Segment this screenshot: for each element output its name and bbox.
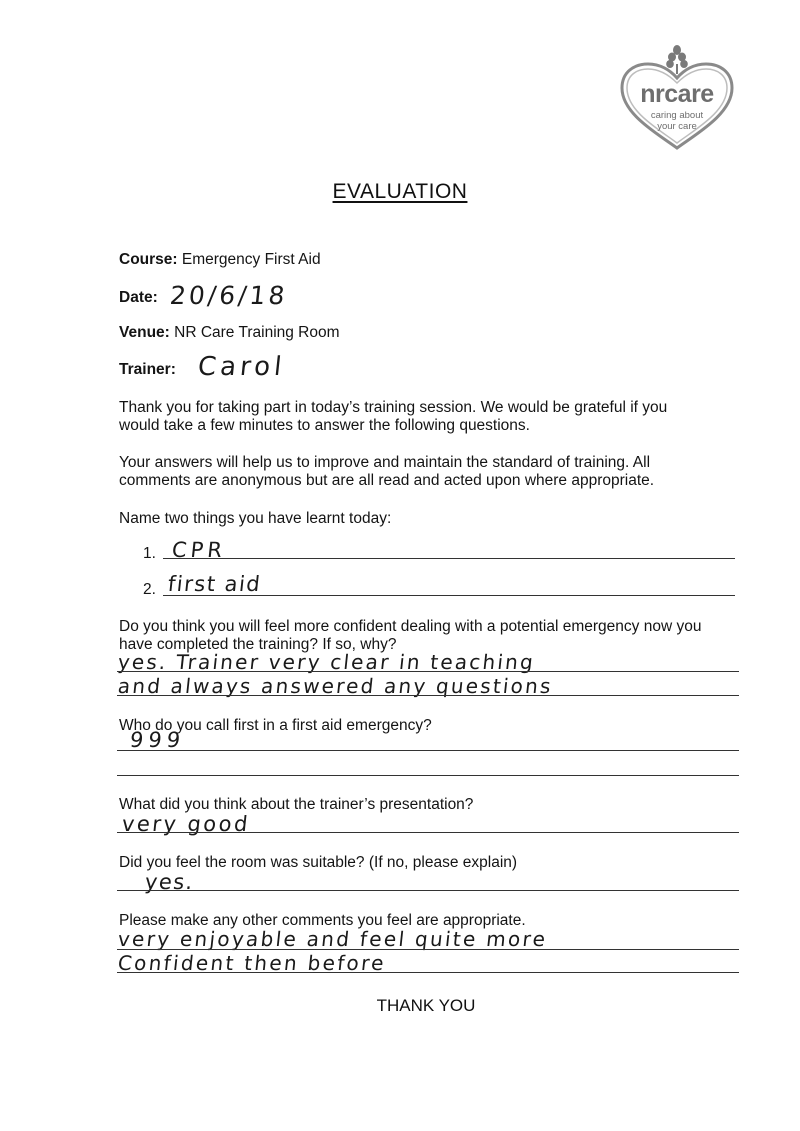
answer-line: [117, 832, 739, 833]
nrcare-logo: [618, 42, 736, 160]
intro-p1-line1: Thank you for taking part in today’s training session. We would be grateful if you: [119, 399, 668, 416]
intro-p2-line1: Your answers will help us to improve and maintain the standard of training. All: [119, 454, 651, 471]
question-4: What did you think about the trainer’s presentation?: [119, 796, 474, 813]
question-1: Name two things you have learnt today:: [119, 510, 392, 527]
q5-answer: yes.: [143, 870, 196, 894]
intro-p1-line2: would take a few minutes to answer the following questions.: [119, 417, 530, 434]
q4-answer: very good: [120, 812, 252, 836]
trainer-value-handwritten: Carol: [196, 352, 287, 382]
q6-answer-line1: very enjoyable and feel quite more: [116, 927, 549, 951]
answer-line: [163, 595, 735, 596]
course-value: Emergency First Aid: [181, 251, 321, 268]
logo-brand: nrcare: [640, 80, 714, 108]
intro-p2-line2: comments are anonymous but are all read and acted upon where appropriate.: [119, 472, 655, 489]
answer-line: [117, 972, 739, 973]
trainer-label: Trainer:: [119, 361, 176, 378]
q6-answer-line2: Confident then before: [116, 951, 388, 975]
answer-line: [117, 750, 739, 751]
date-label: Date:: [119, 289, 158, 306]
q2-answer-line2: and always answered any questions: [116, 674, 554, 698]
q3-answer: 999: [128, 728, 187, 752]
question-2-line2: have completed the training? If so, why?: [119, 636, 397, 653]
venue-value: NR Care Training Room: [174, 324, 340, 341]
closing-thank-you: THANK YOU: [376, 996, 476, 1015]
answer-line: [117, 671, 739, 672]
question-3: Who do you call first in a first aid emergency?: [119, 717, 432, 734]
venue-label: Venue:: [119, 324, 170, 341]
question-2-line1: Do you think you will feel more confident dealing with a potential emergency now you: [119, 618, 702, 635]
page-title: EVALUATION: [332, 180, 468, 203]
question-5: Did you feel the room was suitable? (If no, please explain): [119, 854, 518, 871]
q1-item1-number: 1.: [143, 545, 156, 562]
date-value-handwritten: 20/6/18: [168, 281, 289, 310]
q1-item2-number: 2.: [143, 581, 156, 598]
answer-line: [163, 558, 735, 559]
q2-answer-line1: yes. Trainer very clear in teaching: [116, 650, 537, 674]
course-label: Course:: [119, 251, 178, 268]
answer-line: [117, 695, 739, 696]
question-6: Please make any other comments you feel are appropriate.: [119, 912, 526, 929]
logo-tagline-line2: your care: [657, 121, 697, 132]
answer-line: [117, 890, 739, 891]
answer-line: [117, 775, 739, 776]
q1-item1-answer: CPR: [170, 538, 228, 562]
q1-item2-answer: first aid: [166, 572, 263, 596]
course-row: [119, 250, 321, 269]
answer-line: [117, 949, 739, 950]
venue-row: [119, 323, 340, 342]
logo-tagline-line1: caring about: [650, 110, 704, 121]
